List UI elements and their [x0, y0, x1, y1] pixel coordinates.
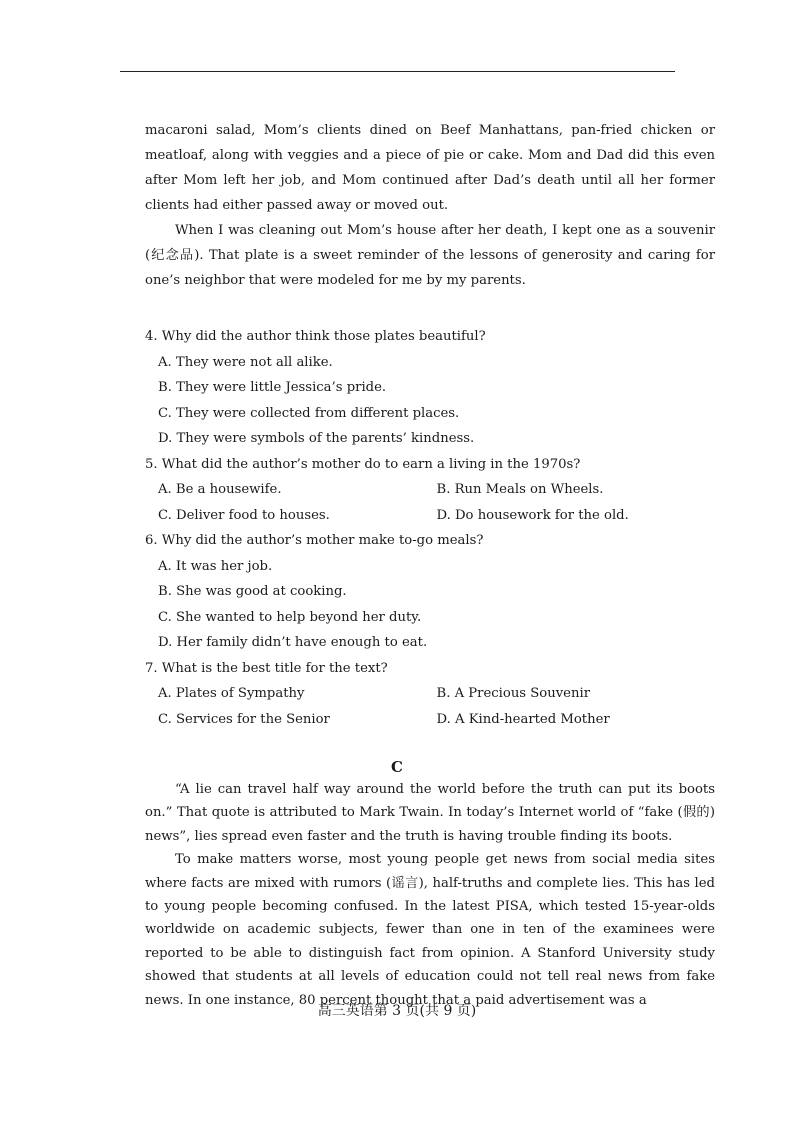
question-stem: 6. Why did the author’s mother make to-go meals? — [145, 533, 484, 548]
option-b: B. She was good at cooking. — [158, 584, 347, 599]
question-stem: 4. Why did the author think those plates beautiful? — [145, 329, 486, 344]
question-list — [145, 324, 715, 732]
option-b: B. They were little Jessica’s pride. — [158, 380, 387, 395]
question-5 — [145, 452, 715, 529]
passage-paragraph: When I was cleaning out Mom’s house after her death, I kept one as a souvenir (纪念品). That plate is a sweet reminder of the lessons of generosity and caring for one’s neighbor that were modeled for me by my parents. — [145, 223, 715, 288]
option-b: B. Run Meals on Wheels. — [436, 482, 604, 497]
page-footer: 高三英语第 3 页(共 9 页) — [317, 1003, 477, 1019]
option-b: B. A Precious Souvenir — [436, 686, 591, 701]
option-c: C. Services for the Senior — [158, 711, 330, 727]
question-stem: 5. What did the author’s mother do to earn a living in the 1970s? — [145, 456, 581, 472]
option-row — [145, 707, 715, 733]
option-a: A. It was her job. — [158, 558, 273, 574]
option-d: D. They were symbols of the parents’ kindness. — [158, 431, 475, 446]
passage-paragraph: “A lie can travel half way around the world before the truth can put its boots on.” That quote is attributed to Mark Twain. In today’s Internet world of “fake (假的) news”, lies spread even faster and the truth is having trouble finding its boots. — [145, 782, 715, 844]
option-row — [145, 503, 715, 529]
passage-c — [145, 778, 715, 1012]
question-stem: 7. What is the best title for the text? — [145, 660, 388, 676]
question-4 — [145, 324, 715, 452]
header-rule — [120, 71, 675, 72]
passage-paragraph: To make matters worse, most young people get news from social media sites where facts are mixed with rumors (谣言), half-truths and complete lies. This has led to young people becoming confused. In the latest PISA, which tested 15-year-olds worldwide on academic subjects, fewer than one in ten of the examinees were reported to be able to distinguish fact from opinion. A Stanford University study showed that students at all levels of education could not tell real news from fake news. In one instance, 80 percent thought that a paid advertisement was a — [145, 852, 715, 1008]
option-c: C. They were collected from different places. — [158, 405, 460, 421]
passage-paragraph: macaroni salad, Mom’s clients dined on Beef Manhattans, pan-fried chicken or meatloaf, along with veggies and a piece of pie or cake. Mom and Dad did this even after Mom left her job, and Mom continued after Dad’s death until all her former clients had either passed away or moved out. — [145, 123, 715, 213]
option-row — [145, 681, 715, 707]
option-d: D. Her family didn’t have enough to eat. — [158, 635, 428, 650]
option-c: C. Deliver food to houses. — [158, 507, 330, 523]
section-heading: C — [391, 758, 403, 776]
option-a: A. Be a housewife. — [158, 482, 282, 497]
option-c: C. She wanted to help beyond her duty. — [158, 609, 422, 625]
option-a: A. Plates of Sympathy — [158, 686, 305, 701]
option-row — [145, 477, 715, 503]
question-7 — [145, 656, 715, 733]
question-6 — [145, 528, 715, 656]
option-a: A. They were not all alike. — [158, 354, 333, 370]
passage-b-continuation — [145, 118, 715, 293]
option-d: D. A Kind-hearted Mother — [436, 711, 610, 727]
option-d: D. Do housework for the old. — [436, 507, 629, 523]
